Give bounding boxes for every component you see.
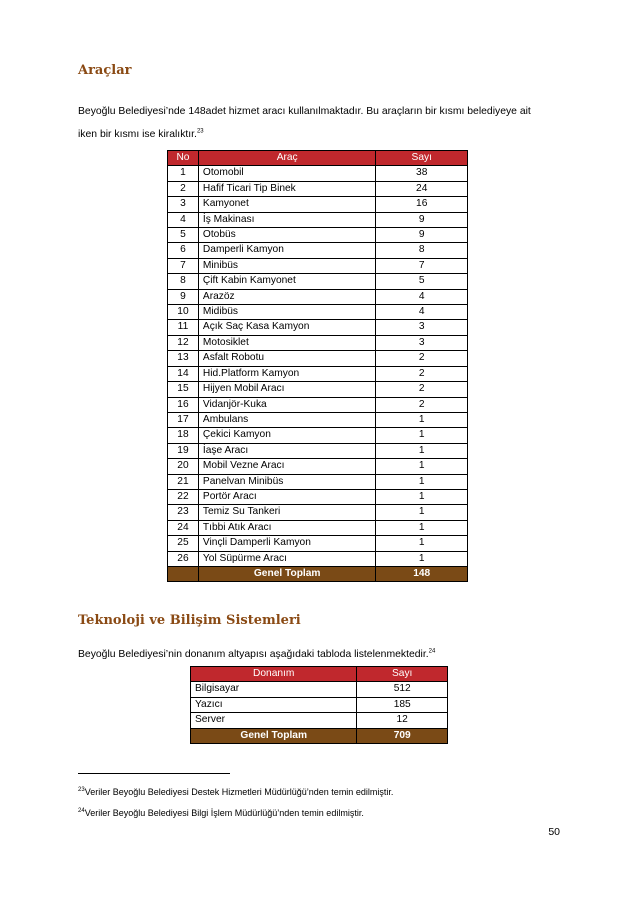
page-number: 50: [548, 826, 560, 838]
table-cell: 10: [168, 305, 199, 320]
table-cell: Minibüs: [198, 258, 376, 273]
table-cell: 16: [168, 397, 199, 412]
header-sayi: Sayı: [357, 667, 448, 682]
table-cell: Yol Süpürme Aracı: [198, 551, 376, 566]
header-sayi: Sayı: [376, 151, 468, 166]
footnote-text: Veriler Beyoğlu Belediyesi Destek Hizmetleri Müdürlüğü’nden temin edilmiştir.: [84, 787, 394, 797]
table-cell: Damperli Kamyon: [198, 243, 376, 258]
footnote-23: [78, 787, 393, 797]
table-row: [168, 181, 468, 196]
table-row: [168, 243, 468, 258]
table-cell: 1: [376, 536, 468, 551]
footnote-24: [78, 808, 364, 818]
table-cell: 17: [168, 412, 199, 427]
table-cell: İş Makinası: [198, 212, 376, 227]
table-row: [168, 505, 468, 520]
table-row: [168, 335, 468, 350]
footnote-divider: [78, 773, 230, 774]
table-row: [168, 382, 468, 397]
table-cell: 15: [168, 382, 199, 397]
table-cell: 3: [376, 320, 468, 335]
table-cell: 5: [168, 228, 199, 243]
table-cell: Asfalt Robotu: [198, 351, 376, 366]
table-cell: 1: [376, 520, 468, 535]
table-cell: 18: [168, 428, 199, 443]
table-cell: 512: [357, 682, 448, 697]
table-row: [168, 551, 468, 566]
table-row: [168, 197, 468, 212]
table-row: [168, 212, 468, 227]
table-cell: Mobil Vezne Aracı: [198, 459, 376, 474]
table-cell: Yazıcı: [191, 697, 357, 712]
intro-line-2: iken bir kısmı ise kiralıktır.: [78, 129, 197, 140]
table-cell: 2: [168, 181, 199, 196]
table-cell: 5: [376, 274, 468, 289]
hardware-intro-line: Beyoğlu Belediyesi’nin donanım altyapısı aşağıdaki tabloda listelenmektedir.: [78, 649, 429, 660]
table-cell: 1: [376, 551, 468, 566]
table-cell: 23: [168, 505, 199, 520]
table-row: [168, 366, 468, 381]
header-no: No: [168, 151, 199, 166]
table-row: [168, 320, 468, 335]
table-cell: Server: [191, 713, 357, 728]
table-cell: 1: [168, 166, 199, 181]
table-cell: 14: [168, 366, 199, 381]
table-cell: 2: [376, 397, 468, 412]
table-cell: 4: [168, 212, 199, 227]
table-cell: 1: [376, 412, 468, 427]
vehicles-table-header: [168, 151, 468, 166]
table-cell: 26: [168, 551, 199, 566]
table-row: [191, 713, 448, 728]
intro-paragraph-vehicles: [78, 100, 562, 146]
table-row: [191, 682, 448, 697]
table-cell: 8: [168, 274, 199, 289]
table-cell: Hijyen Mobil Aracı: [198, 382, 376, 397]
total-empty-cell: [168, 566, 199, 581]
table-row: [168, 397, 468, 412]
table-cell: Vidanjör-Kuka: [198, 397, 376, 412]
vehicles-table: [167, 150, 468, 582]
table-cell: Arazöz: [198, 289, 376, 304]
table-row: [168, 443, 468, 458]
header-donanim: Donanım: [191, 667, 357, 682]
table-cell: 9: [376, 212, 468, 227]
table-cell: Portör Aracı: [198, 489, 376, 504]
section-heading-araclar: Araçlar: [78, 63, 132, 78]
table-cell: 11: [168, 320, 199, 335]
footnote-ref-24[interactable]: 24: [428, 648, 436, 655]
table-cell: Panelvan Minibüs: [198, 474, 376, 489]
table-cell: 1: [376, 428, 468, 443]
table-cell: 12: [357, 713, 448, 728]
table-cell: Temiz Su Tankeri: [198, 505, 376, 520]
footnote-text: Veriler Beyoğlu Belediyesi Bilgi İşlem Müdürlüğü’nden temin edilmiştir.: [84, 808, 364, 818]
table-row: [168, 428, 468, 443]
table-cell: 24: [376, 181, 468, 196]
table-cell: Otomobil: [198, 166, 376, 181]
table-row: [168, 459, 468, 474]
table-row: [168, 274, 468, 289]
table-row: [168, 305, 468, 320]
table-cell: Motosiklet: [198, 335, 376, 350]
table-cell: 185: [357, 697, 448, 712]
table-cell: 7: [376, 258, 468, 273]
table-cell: 1: [376, 474, 468, 489]
table-row: [168, 258, 468, 273]
intro-line-1: Beyoğlu Belediyesi’nde 148adet hizmet aracı kullanılmaktadır. Bu araçların bir kısmı belediyeye ait: [78, 106, 531, 117]
table-cell: Ambulans: [198, 412, 376, 427]
footnote-number: 24: [78, 808, 85, 814]
total-value: 709: [357, 728, 448, 743]
table-cell: 22: [168, 489, 199, 504]
table-cell: 24: [168, 520, 199, 535]
hardware-table: [190, 666, 448, 744]
table-cell: İaşe Aracı: [198, 443, 376, 458]
table-cell: 9: [376, 228, 468, 243]
table-row: [191, 697, 448, 712]
table-cell: 38: [376, 166, 468, 181]
table-cell: 8: [376, 243, 468, 258]
table-row: [168, 289, 468, 304]
footnote-number: 23: [78, 787, 85, 793]
table-cell: Otobüs: [198, 228, 376, 243]
table-cell: 7: [168, 258, 199, 273]
header-arac: Araç: [198, 151, 376, 166]
table-cell: Vinçli Damperli Kamyon: [198, 536, 376, 551]
table-cell: 1: [376, 505, 468, 520]
table-cell: 3: [376, 335, 468, 350]
total-value: 148: [376, 566, 468, 581]
hardware-table-header: [191, 667, 448, 682]
table-cell: 9: [168, 289, 199, 304]
table-cell: 2: [376, 351, 468, 366]
table-cell: 16: [376, 197, 468, 212]
intro-paragraph-hardware: [78, 643, 562, 666]
table-cell: 4: [376, 289, 468, 304]
hardware-total-row: [191, 728, 448, 743]
table-cell: 4: [376, 305, 468, 320]
total-label: Genel Toplam: [191, 728, 357, 743]
table-cell: 13: [168, 351, 199, 366]
footnote-ref-23[interactable]: 23: [196, 128, 204, 135]
table-cell: 1: [376, 443, 468, 458]
section-heading-teknoloji: Teknoloji ve Bilişim Sistemleri: [78, 613, 301, 628]
table-cell: 19: [168, 443, 199, 458]
table-cell: Midibüs: [198, 305, 376, 320]
table-cell: Tıbbi Atık Aracı: [198, 520, 376, 535]
table-row: [168, 166, 468, 181]
vehicles-total-row: [168, 566, 468, 581]
table-cell: 21: [168, 474, 199, 489]
table-row: [168, 412, 468, 427]
table-cell: 3: [168, 197, 199, 212]
table-cell: 6: [168, 243, 199, 258]
table-cell: 1: [376, 489, 468, 504]
table-cell: Hid.Platform Kamyon: [198, 366, 376, 381]
table-row: [168, 474, 468, 489]
table-cell: Çekici Kamyon: [198, 428, 376, 443]
table-row: [168, 489, 468, 504]
table-row: [168, 228, 468, 243]
total-label: Genel Toplam: [198, 566, 376, 581]
table-row: [168, 520, 468, 535]
table-cell: 20: [168, 459, 199, 474]
table-cell: 2: [376, 382, 468, 397]
table-cell: 25: [168, 536, 199, 551]
table-cell: 2: [376, 366, 468, 381]
table-cell: Bilgisayar: [191, 682, 357, 697]
table-cell: Çift Kabin Kamyonet: [198, 274, 376, 289]
table-cell: Kamyonet: [198, 197, 376, 212]
table-row: [168, 351, 468, 366]
table-cell: Açık Saç Kasa Kamyon: [198, 320, 376, 335]
table-cell: Hafif Ticari Tip Binek: [198, 181, 376, 196]
table-cell: 1: [376, 459, 468, 474]
table-cell: 12: [168, 335, 199, 350]
table-row: [168, 536, 468, 551]
